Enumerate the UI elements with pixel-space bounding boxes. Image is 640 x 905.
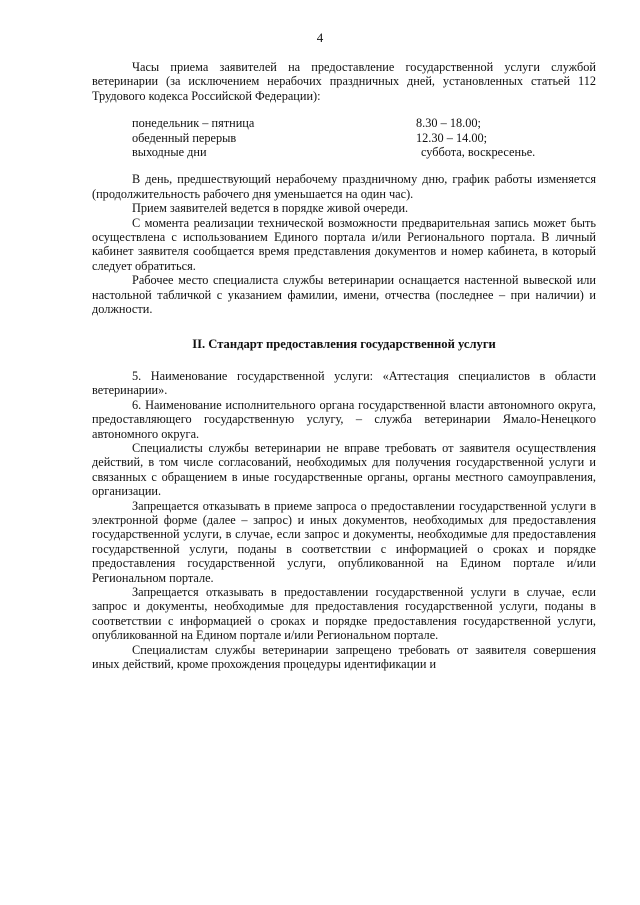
document-body	[92, 60, 596, 671]
preregistration-paragraph: С момента реализации технической возможности предварительная запись может быть осуществлена с использованием Единого портала и/или Регионального портала. В личный кабинет заявителя сообщается время представления документов и номер кабинета, в который следует обратиться.	[92, 215, 596, 273]
schedule-value: суббота, воскресенье.	[421, 145, 536, 160]
service-name-paragraph: 5. Наименование государственной услуги: «Аттестация специалистов в области ветеринарии».	[92, 368, 596, 398]
workplace-paragraph: Рабочее место специалиста службы ветеринарии оснащается настенной вывеской или настольной табличкой с указанием фамилии, имени, отчества (последнее – при наличии) и должности.	[92, 273, 596, 317]
schedule-row-weekdays	[132, 116, 596, 130]
schedule-value: 12.30 – 14.00;	[416, 130, 488, 145]
queue-paragraph: Прием заявителей ведется в порядке живой очереди.	[132, 201, 409, 216]
section-heading: II. Стандарт предоставления государственной услуги	[192, 336, 496, 351]
schedule-label: понедельник – пятница	[132, 116, 255, 131]
no-refusal-service-paragraph: Запрещается отказывать в предоставлении государственной услуги в случае, если запрос и документы, необходимые для предоставления государственной услуги, поданы в соответствии с информацией о сроках и порядке предоставления государственной услуги, опубликованной на Едином портале и/или Региональном портале.	[92, 585, 596, 643]
no-refusal-request-paragraph: Запрещается отказывать в приеме запроса о предоставлении государственной услуги в электронной форме (далее – запрос) и иных документов, необходимых для предоставления государственной услуги, в случае, если запрос и документы, необходимые для предоставления государственной услуги, поданы в соответствии с информацией о сроках и порядке предоставления государственной услуги, опубликованной на Едином портале и/или Региональном портале.	[92, 498, 596, 585]
schedule-row-days-off	[132, 145, 596, 159]
no-extra-actions-paragraph: Специалисты службы ветеринарии не вправе требовать от заявителя осуществления действий, в том числе согласований, необходимых для получения государственной услуги и связанных с обращением в иные государственные органы, органы местного самоуправления, организации.	[92, 440, 596, 499]
schedule-value: 8.30 – 18.00;	[416, 116, 481, 131]
schedule-label: выходные дни	[132, 145, 207, 160]
authority-paragraph: 6. Наименование исполнительного органа государственной власти автономного округа, предоставляющего государственную услугу, – служба ветеринарии Ямало-Ненецкого автономного округа.	[92, 397, 596, 441]
schedule-row-lunch	[132, 131, 596, 145]
reception-schedule	[132, 116, 596, 159]
holiday-schedule-paragraph: В день, предшествующий нерабочему праздничному дню, график работы изменяется (продолжительность рабочего дня уменьшается на один час).	[92, 172, 596, 201]
reception-hours-paragraph: Часы приема заявителей на предоставление государственной услуги службой ветеринарии (за исключением нерабочих праздничных дней, установленных статьей 112 Трудового кодекса Российской Федерации):	[92, 60, 596, 103]
identification-paragraph: Специалистам службы ветеринарии запрещено требовать от заявителя совершения иных действий, кроме прохождения процедуры идентификации и	[92, 642, 596, 672]
schedule-label: обеденный перерыв	[132, 130, 237, 145]
page-number: 4	[316, 30, 324, 45]
